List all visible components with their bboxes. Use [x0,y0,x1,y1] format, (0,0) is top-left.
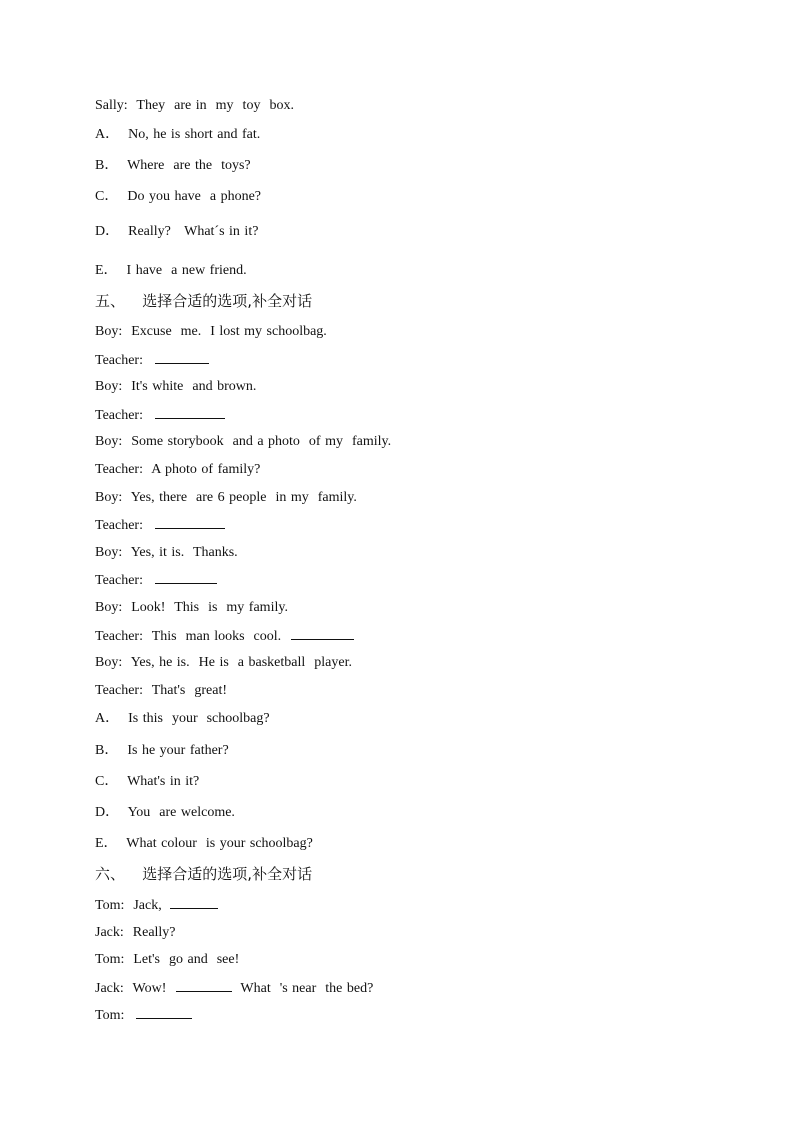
dialogue-line: Tom: Let's go and see! [95,952,240,967]
dialogue-line [95,516,225,535]
speaker-text: Tom: Jack, [95,898,162,913]
dialogue-line [95,351,209,370]
dialogue-line [95,571,217,590]
section-heading: 六、 选择合适的选项,补全对话 [95,865,313,883]
option-e: E． I have a new friend. [95,263,247,278]
option-c: C． What's in it? [95,774,200,789]
answer-blank[interactable] [155,351,209,364]
answer-blank[interactable] [136,1006,192,1019]
answer-blank[interactable] [170,896,218,909]
dialogue-line [95,406,225,425]
speaker-text: Teacher: [95,573,143,588]
dialogue-line: Boy: Yes, it is. Thanks. [95,545,238,560]
dialogue-line [95,627,354,646]
option-a: A． Is this your schoolbag? [95,711,270,726]
answer-blank[interactable] [155,571,217,584]
dialogue-line: Boy: Yes, there are 6 people in my family. [95,490,357,505]
speaker-text: Teacher: [95,353,143,368]
dialogue-tail: What 's near the bed? [240,981,374,996]
speaker-text: Tom: [95,1008,125,1023]
speaker-text: Teacher: This man looks cool. [95,629,282,644]
option-b: B． Is he your father? [95,743,229,758]
answer-blank[interactable] [155,516,225,529]
dialogue-line: Boy: Look! This is my family. [95,600,288,615]
dialogue-line: Teacher: A photo of family? [95,462,261,477]
speaker-text: Teacher: [95,408,143,423]
option-b: B． Where are the toys? [95,158,251,173]
dialogue-line: Boy: Some storybook and a photo of my family. [95,434,392,449]
dialogue-line [95,1006,192,1025]
dialogue-line [95,896,218,915]
answer-blank[interactable] [155,406,225,419]
option-e: E． What colour is your schoolbag? [95,836,313,851]
dialogue-line: Jack: Really? [95,925,176,940]
speaker-text: Teacher: [95,518,143,533]
speaker-text: Jack: Wow! [95,981,167,996]
answer-blank[interactable] [176,979,232,992]
option-d: D． Really? What´s in it? [95,224,259,239]
dialogue-line: Boy: It's white and brown. [95,379,257,394]
option-d: D． You are welcome. [95,805,235,820]
dialogue-line [95,979,373,998]
dialogue-line: Boy: Excuse me. I lost my schoolbag. [95,324,327,339]
dialogue-line: Sally: They are in my toy box. [95,98,294,113]
option-c: C． Do you have a phone? [95,189,262,204]
dialogue-line: Boy: Yes, he is. He is a basketball player. [95,655,352,670]
answer-blank[interactable] [291,627,354,640]
section-heading: 五、 选择合适的选项,补全对话 [95,292,313,310]
dialogue-line: Teacher: That's great! [95,683,227,698]
option-a: A． No, he is short and fat. [95,127,261,142]
